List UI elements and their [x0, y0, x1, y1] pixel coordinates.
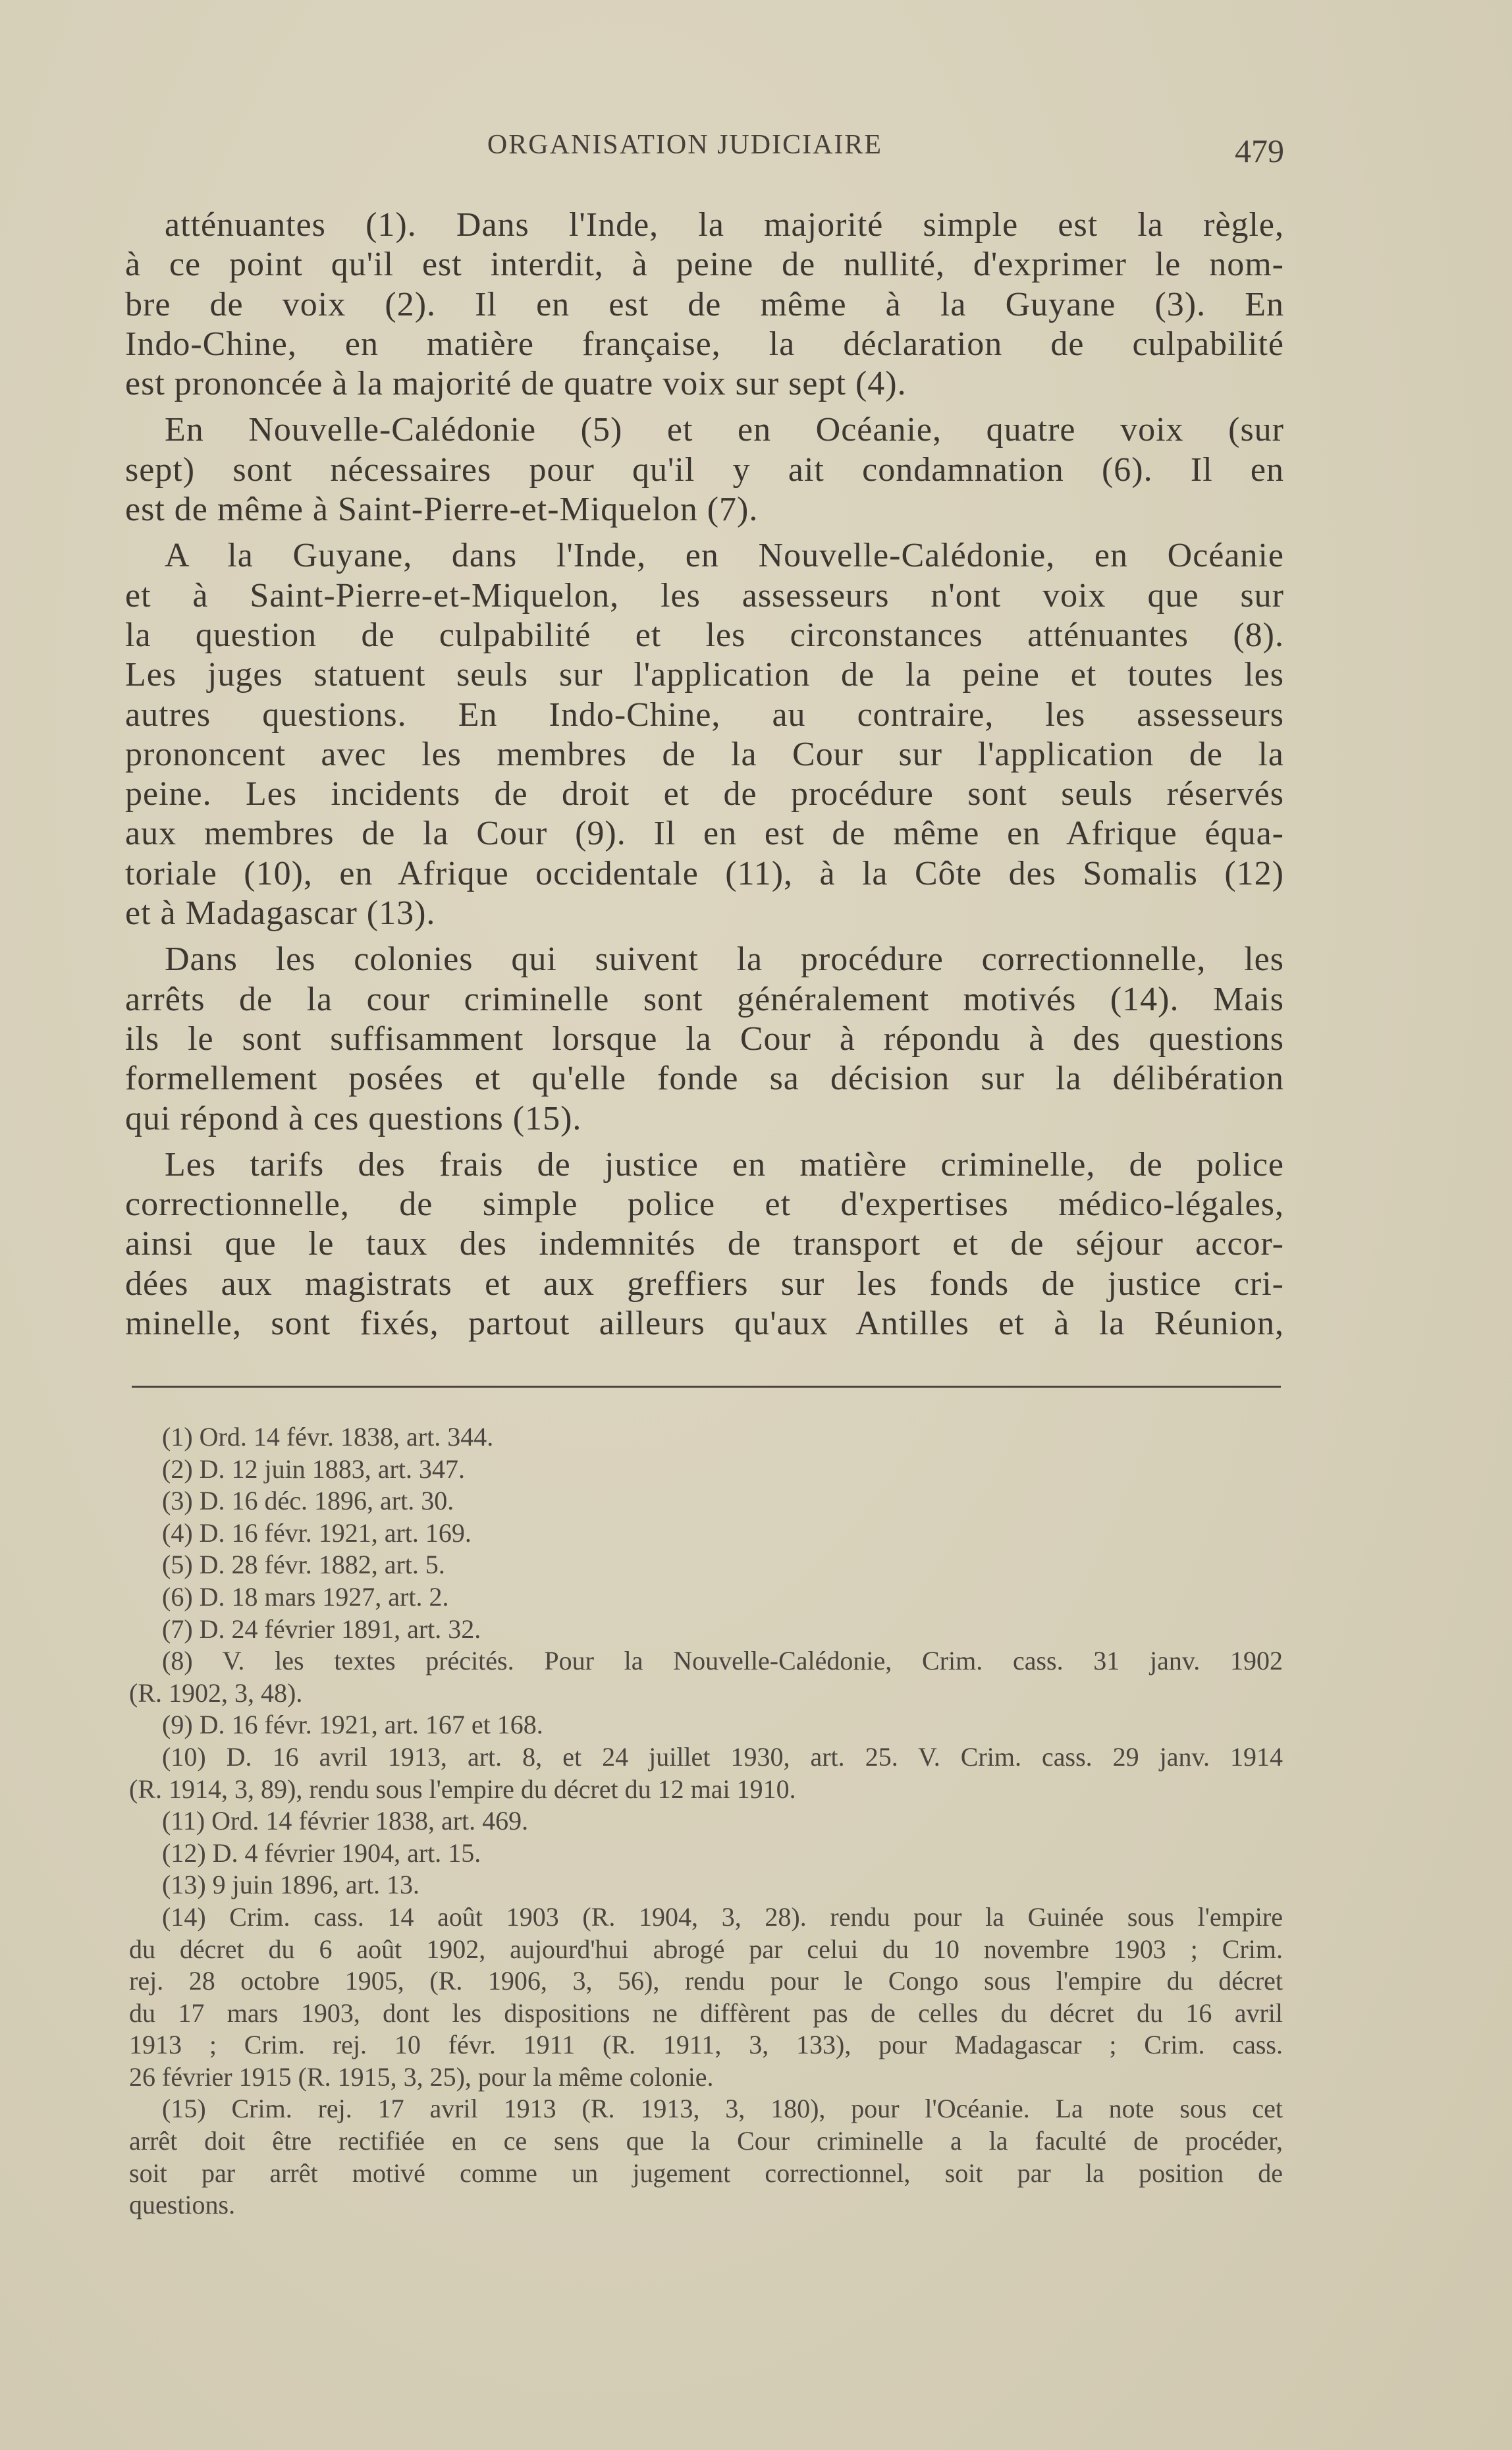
text-line: (10) D. 16 avril 1913, art. 8, et 24 juillet 1930, art. 25. V. Crim. cass. 29 janv. 1914	[162, 1741, 1283, 1772]
footnotes	[129, 1421, 1283, 2221]
text-line: correctionnelle, de simple police et d'expertises médico-légales,	[125, 1185, 1284, 1224]
text-line: (5) D. 28 févr. 1882, art. 5.	[162, 1550, 445, 1580]
text-line: minelle, sont fixés, partout ailleurs qu'aux Antilles et à la Réunion,	[125, 1305, 1284, 1343]
page-header	[125, 129, 1284, 171]
text-line: rej. 28 octobre 1905, (R. 1906, 3, 56), rendu pour le Congo sous l'empire du décret	[129, 1966, 1283, 1996]
text-line: (7) D. 24 février 1891, art. 32.	[162, 1614, 481, 1644]
text-line: est de même à Saint-Pierre-et-Miquelon (7).	[125, 491, 759, 529]
footnote	[129, 1549, 1283, 1581]
text-line: En Nouvelle-Calédonie (5) et en Océanie, quatre voix (sur	[165, 411, 1284, 449]
paragraph	[125, 536, 1284, 933]
text-line: prononcent avec les membres de la Cour sur l'application de la	[125, 735, 1284, 773]
footnote	[129, 1838, 1283, 1870]
text-line: (1) Ord. 14 févr. 1838, art. 344.	[162, 1422, 494, 1452]
text-line: et à Madagascar (13).	[125, 894, 436, 933]
footnote	[129, 1741, 1283, 1805]
text-line: Indo-Chine, en matière française, la déclaration de culpabilité	[125, 325, 1284, 363]
footnote	[129, 1901, 1283, 2094]
text-line: Les tarifs des frais de justice en matière criminelle, de police	[165, 1145, 1284, 1184]
text-line: dées aux magistrats et aux greffiers sur les fonds de justice cri-	[125, 1265, 1284, 1303]
text-line: 1913 ; Crim. rej. 10 févr. 1911 (R. 1911, 3, 133), pour Madagascar ; Crim. cass.	[129, 2030, 1283, 2060]
text-line: (R. 1914, 3, 89), rendu sous l'empire du décret du 12 mai 1910.	[129, 1774, 796, 1804]
text-line: (15) Crim. rej. 17 avril 1913 (R. 1913, 3, 180), pour l'Océanie. La note sous cet	[162, 2094, 1283, 2124]
text-line: ainsi que le taux des indemnités de transport et de séjour accor-	[125, 1225, 1284, 1263]
text-line: peine. Les incidents de droit et de procédure sont seuls réservés	[125, 775, 1284, 813]
paragraph	[125, 1145, 1284, 1344]
text-line: à ce point qu'il est interdit, à peine de nullité, d'exprimer le nom-	[125, 246, 1284, 284]
text-line: arrêt doit être rectifiée en ce sens que la Cour criminelle a la faculté de procéder,	[129, 2126, 1283, 2156]
footnote	[129, 1869, 1283, 1901]
text-line: (12) D. 4 février 1904, art. 15.	[162, 1838, 481, 1868]
body-text	[125, 205, 1284, 1350]
running-title: ORGANISATION JUDICIAIRE	[487, 130, 883, 160]
text-line: la question de culpabilité et les circonstances atténuantes (8).	[125, 616, 1284, 654]
text-line: formellement posées et qu'elle fonde sa décision sur la délibération	[125, 1060, 1284, 1098]
footnote	[129, 1421, 1283, 1454]
footnote	[129, 1581, 1283, 1614]
footnote	[129, 1485, 1283, 1517]
text-line: qui répond à ces questions (15).	[125, 1099, 582, 1137]
text-line: (6) D. 18 mars 1927, art. 2.	[162, 1581, 449, 1612]
text-line: du décret du 6 août 1902, aujourd'hui abrogé par celui du 10 novembre 1903 ; Crim.	[129, 1934, 1283, 1964]
text-line: toriale (10), en Afrique occidentale (11), à la Côte des Somalis (12)	[125, 854, 1284, 892]
text-line: et à Saint-Pierre-et-Miquelon, les assesseurs n'ont voix que sur	[125, 576, 1284, 614]
page-number: 479	[1235, 132, 1284, 169]
footnote	[129, 1454, 1283, 1486]
text-line: sept) sont nécessaires pour qu'il y ait condamnation (6). Il en	[125, 450, 1284, 489]
footnote	[129, 1709, 1283, 1741]
text-line: (8) V. les textes précités. Pour la Nouvelle-Calédonie, Crim. cass. 31 janv. 1902	[162, 1646, 1283, 1676]
text-line: arrêts de la cour criminelle sont généralement motivés (14). Mais	[125, 980, 1284, 1018]
text-line: atténuantes (1). Dans l'Inde, la majorité simple est la règle,	[165, 206, 1284, 244]
paragraph	[125, 940, 1284, 1138]
text-line: (9) D. 16 févr. 1921, art. 167 et 168.	[162, 1710, 543, 1740]
text-line: bre de voix (2). Il en est de même à la Guyane (3). En	[125, 285, 1284, 323]
text-line: (13) 9 juin 1896, art. 13.	[162, 1870, 420, 1900]
paragraph	[125, 205, 1284, 404]
footnote	[129, 1805, 1283, 1838]
text-line: (14) Crim. cass. 14 août 1903 (R. 1904, 3, 28). rendu pour la Guinée sous l'empire	[162, 1901, 1283, 1932]
footnote	[129, 1645, 1283, 1709]
footnote	[129, 1614, 1283, 1646]
text-line: (2) D. 12 juin 1883, art. 347.	[162, 1454, 465, 1484]
text-line: Les juges statuent seuls sur l'application de la peine et toutes les	[125, 656, 1284, 694]
footnote-divider	[132, 1386, 1281, 1388]
text-line: (R. 1902, 3, 48).	[129, 1677, 303, 1708]
text-line: du 17 mars 1903, dont les dispositions ne diffèrent pas de celles du décret du 16 avril	[129, 1998, 1283, 2028]
text-line: A la Guyane, dans l'Inde, en Nouvelle-Calédonie, en Océanie	[165, 537, 1284, 575]
text-line: aux membres de la Cour (9). Il en est de même en Afrique équa-	[125, 815, 1284, 853]
text-line: soit par arrêt motivé comme un jugement correctionnel, soit par la position de	[129, 2158, 1283, 2188]
footnote	[129, 1517, 1283, 1550]
text-line: autres questions. En Indo-Chine, au contraire, les assesseurs	[125, 695, 1284, 734]
text-line: (3) D. 16 déc. 1896, art. 30.	[162, 1486, 454, 1516]
text-line: questions.	[129, 2190, 236, 2220]
text-line: Dans les colonies qui suivent la procédure correctionnelle, les	[165, 940, 1284, 979]
text-line: ils le sont suffisamment lorsque la Cour à répondu à des questions	[125, 1020, 1284, 1058]
footnote	[129, 2093, 1283, 2221]
text-line: 26 février 1915 (R. 1915, 3, 25), pour la même colonie.	[129, 2061, 714, 2092]
text-line: (11) Ord. 14 février 1838, art. 469.	[162, 1806, 529, 1836]
paragraph	[125, 410, 1284, 530]
text-line: est prononcée à la majorité de quatre voix sur sept (4).	[125, 365, 907, 403]
text-line: (4) D. 16 févr. 1921, art. 169.	[162, 1517, 472, 1548]
